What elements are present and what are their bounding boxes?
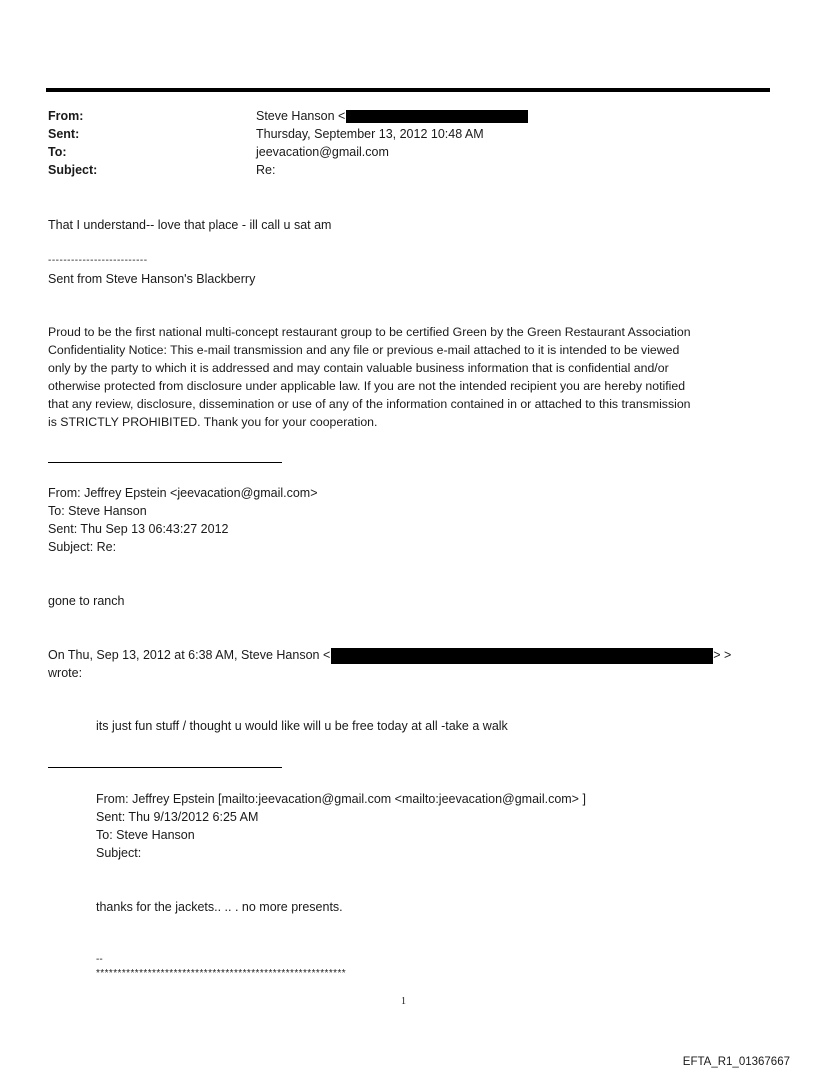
top-rule xyxy=(46,88,770,92)
sig-dashes: -- xyxy=(96,954,103,965)
divider xyxy=(48,462,282,463)
dashes: -------------------------- xyxy=(48,255,148,266)
quoted-to: To: Steve Hanson xyxy=(96,828,195,842)
disclaimer-line: otherwise protected from disclosure under applicable law. If you are not the intended recipient you are hereby notified xyxy=(48,379,686,393)
quoted-from: From: Jeffrey Epstein <jeevacation@gmail.com> xyxy=(48,486,318,500)
quoted-subject: Subject: Re: xyxy=(48,540,117,554)
wrote: wrote: xyxy=(48,666,83,680)
subject-value: Re: xyxy=(256,163,276,177)
divider xyxy=(48,767,282,768)
quoted-message: thanks for the jackets.. .. . no more presents. xyxy=(96,900,343,914)
quoted-from: From: Jeffrey Epstein [mailto:jeevacation@gmail.com <mailto:jeevacation@gmail.com> ] xyxy=(96,792,586,806)
from-name: Steve Hanson < xyxy=(256,109,346,123)
disclaimer-line: Proud to be the first national multi-concept restaurant group to be certified Green by the Green Restaurant Association xyxy=(48,325,691,339)
sent-label: Sent: xyxy=(48,127,80,141)
on-line-start: On Thu, Sep 13, 2012 at 6:38 AM, Steve Hanson < xyxy=(48,648,331,662)
redaction-box xyxy=(331,648,713,664)
disclaimer-line: Confidentiality Notice: This e-mail transmission and any file or previous e-mail attached to it is intended to be viewed xyxy=(48,343,680,357)
page-number: 1 xyxy=(401,996,406,1007)
disclaimer-line: is STRICTLY PROHIBITED. Thank you for your cooperation. xyxy=(48,415,378,429)
disclaimer xyxy=(48,323,768,431)
from-label: From: xyxy=(48,109,84,123)
on-line-end: > > xyxy=(713,648,732,662)
on-wrote-line xyxy=(48,646,768,664)
body-line: That I understand-- love that place - ill call u sat am xyxy=(48,218,332,232)
disclaimer-line: only by the party to which it is addressed and may contain valuable business information that is confidential and/or xyxy=(48,361,669,375)
sent-from: Sent from Steve Hanson's Blackberry xyxy=(48,272,256,286)
from-value xyxy=(256,109,528,123)
redaction-box xyxy=(346,110,528,123)
to-value: jeevacation@gmail.com xyxy=(256,145,389,159)
quoted-sent: Sent: Thu Sep 13 06:43:27 2012 xyxy=(48,522,229,536)
quoted-message: its just fun stuff / thought u would like will u be free today at all -take a walk xyxy=(96,719,508,733)
quoted-subject: Subject: xyxy=(96,846,142,860)
quoted-sent: Sent: Thu 9/13/2012 6:25 AM xyxy=(96,810,259,824)
to-label: To: xyxy=(48,145,67,159)
disclaimer-line: that any review, disclosure, dissemination or use of any of the information contained in or attached to this transmission xyxy=(48,397,691,411)
asterisk-line: ********************************************************** xyxy=(96,968,347,979)
bates-number: EFTA_R1_01367667 xyxy=(682,1056,790,1068)
quoted-to: To: Steve Hanson xyxy=(48,504,147,518)
sent-value: Thursday, September 13, 2012 10:48 AM xyxy=(256,127,484,141)
quoted-message: gone to ranch xyxy=(48,594,125,608)
subject-label: Subject: xyxy=(48,163,98,177)
